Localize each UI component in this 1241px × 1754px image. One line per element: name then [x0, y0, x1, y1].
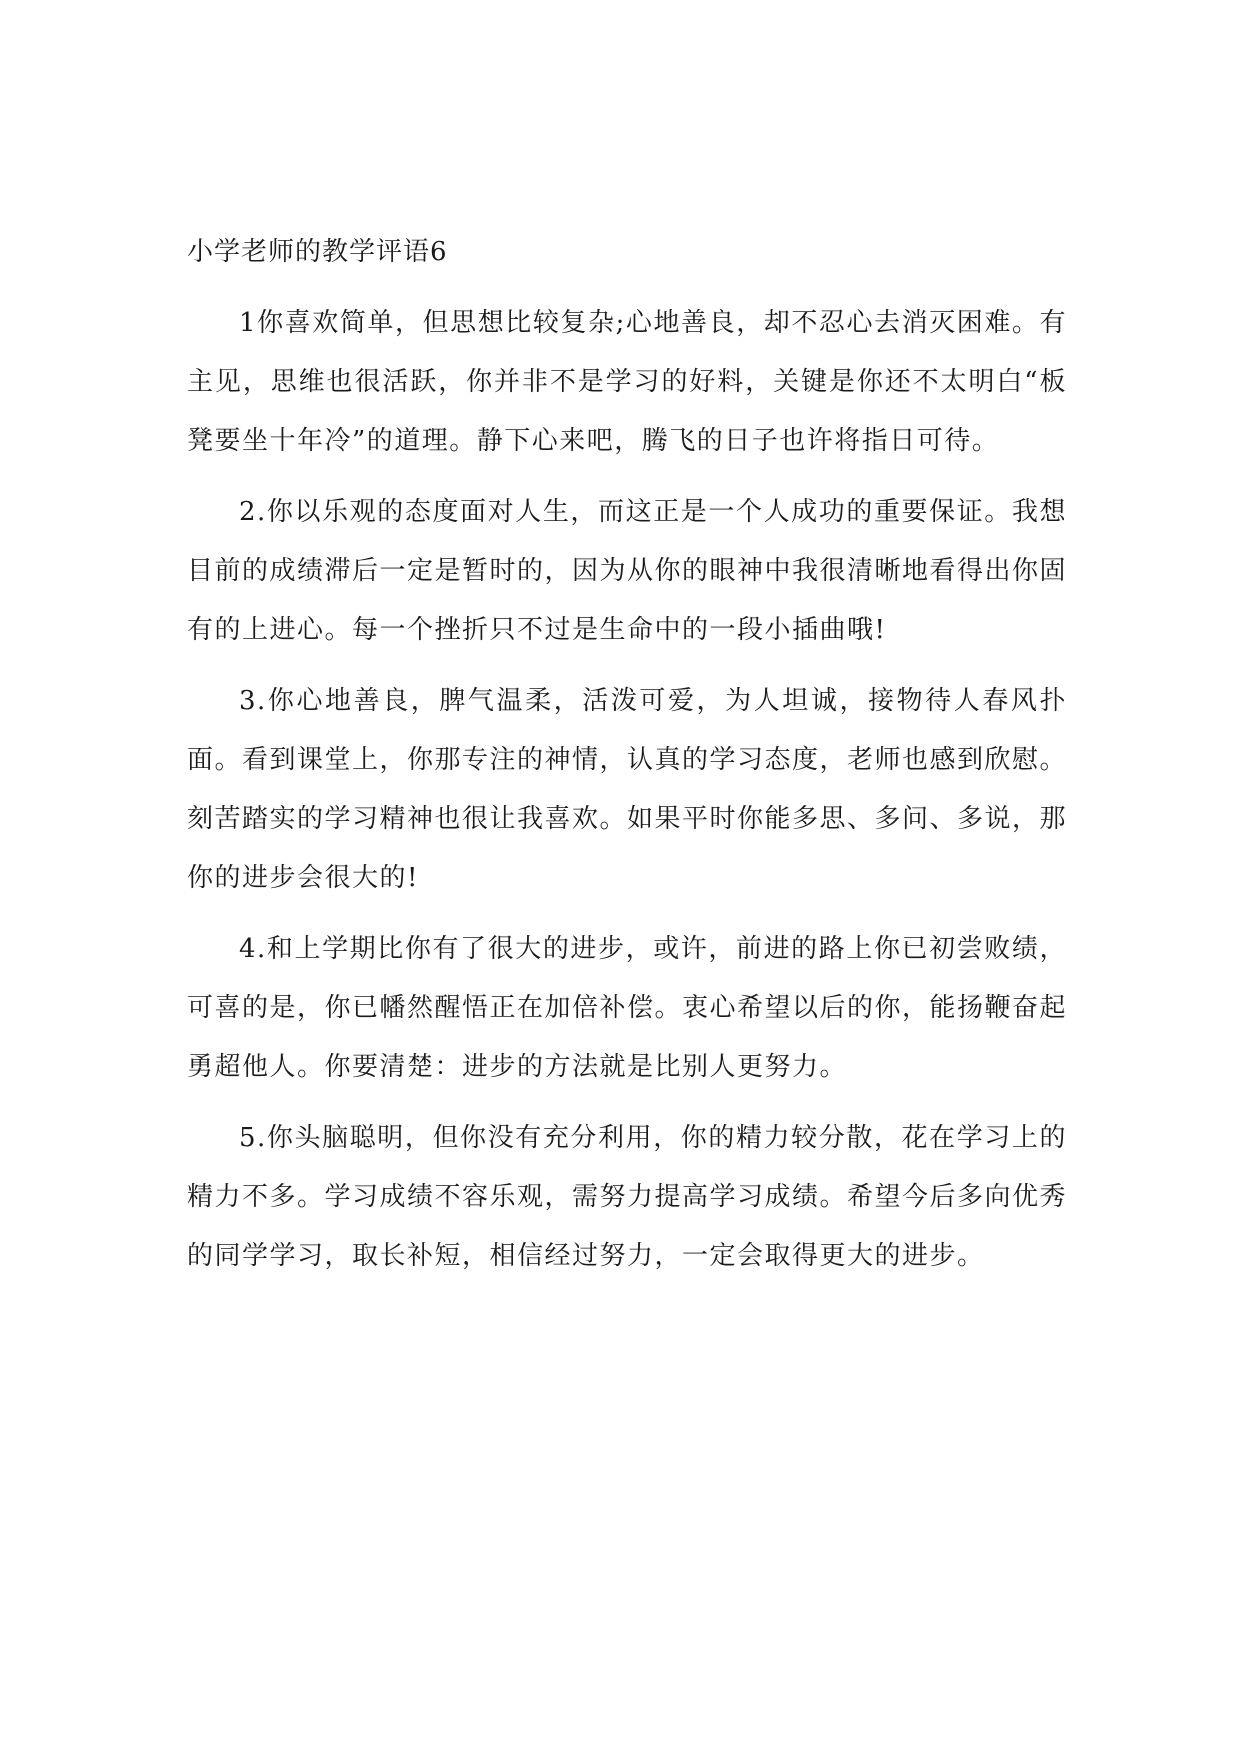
comment-paragraph-2: 2.你以乐观的态度面对人生，而这正是一个人成功的重要保证。我想目前的成绩滞后一定是暂时的，因为从你的眼神中我很清晰地看得出你固有的上进心。每一个挫折只不过是生命中的一段小插曲哦!	[187, 497, 1068, 645]
comment-paragraph-5: 5.你头脑聪明，但你没有充分利用，你的精力较分散，花在学习上的精力不多。学习成绩不容乐观，需努力提高学习成绩。希望今后多向优秀的同学学习，取长补短，相信经过努力，一定会取得更大的进步。	[187, 1123, 1068, 1271]
comment-paragraph-3: 3.你心地善良，脾气温柔，活泼可爱，为人坦诚，接物待人春风扑面。看到课堂上，你那专注的神情，认真的学习态度，老师也感到欣慰。刻苦踏实的学习精神也很让我喜欢。如果平时你能多思、多问、多说，那你的进步会很大的!	[187, 686, 1068, 893]
comment-paragraph-4: 4.和上学期比你有了很大的进步，或许，前进的路上你已初尝败绩，可喜的是，你已幡然醒悟正在加倍补偿。衷心希望以后的你，能扬鞭奋起勇超他人。你要清楚：进步的方法就是比别人更努力。	[187, 934, 1068, 1082]
document-body	[187, 222, 1067, 1286]
document-title: 小学老师的教学评语6	[187, 237, 448, 267]
comment-paragraph-1: 1你喜欢简单，但思想比较复杂;心地善良，却不忍心去消灭困难。有主见，思维也很活跃，你并非不是学习的好料，关键是你还不太明白“板凳要坐十年冷”的道理。静下心来吧，腾飞的日子也许将指日可待。	[187, 308, 1067, 456]
